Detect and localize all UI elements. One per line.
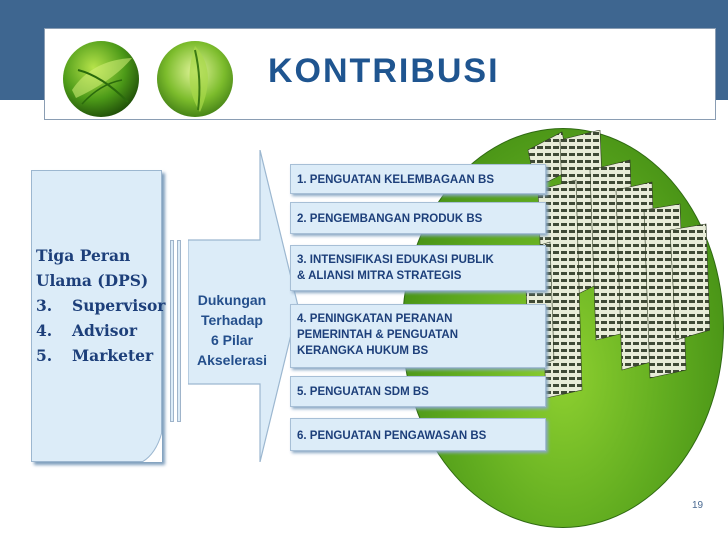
page-curl-icon xyxy=(142,432,162,462)
left-panel-line1: Tiga Peran xyxy=(36,246,131,265)
list-label: Supervisor xyxy=(72,296,166,315)
pillar-text: 2. PENGEMBANGAN PRODUK BS xyxy=(297,213,483,225)
connector-bar xyxy=(177,240,181,422)
left-panel-line2: Ulama (DPS) xyxy=(36,271,149,290)
list-label: Marketer xyxy=(72,346,154,365)
connector-bar xyxy=(170,240,174,422)
slide-number: 19 xyxy=(692,500,704,511)
left-panel-text xyxy=(36,243,165,368)
pillar-text: 5. PENGUATAN SDM BS xyxy=(297,386,429,398)
list-number: 5. xyxy=(36,346,53,365)
arrow-label-line: Dukungan xyxy=(197,292,267,308)
arrow-label-line: Terhadap xyxy=(201,312,263,328)
pillar-box-2 xyxy=(290,202,546,234)
slide-title: KONTRIBUSI xyxy=(268,52,500,90)
pillar-text: 1. PENGUATAN KELEMBAGAAN BS xyxy=(297,174,494,186)
list-item xyxy=(36,293,165,318)
list-number: 3. xyxy=(36,296,53,315)
arrow-label-line: Akselerasi xyxy=(196,352,268,368)
pillar-box-3 xyxy=(290,245,546,291)
pillar-text: 6. PENGUATAN PENGAWASAN BS xyxy=(297,430,487,442)
list-item xyxy=(36,343,165,368)
pillar-box-6 xyxy=(290,418,546,451)
stacked-buildings-icon xyxy=(520,130,710,400)
pillar-box-1 xyxy=(290,164,546,194)
pillar-box-5 xyxy=(290,376,546,407)
pillar-text: KERANGKA HUKUM BS xyxy=(297,345,429,357)
pillar-text: 4. PENINGKATAN PERANAN xyxy=(297,313,453,325)
green-leaf-circle-icon xyxy=(62,40,140,118)
green-leaf-circle-icon xyxy=(156,40,234,118)
pillar-box-4 xyxy=(290,304,546,368)
pillar-text: PEMERINTAH & PENGUATAN xyxy=(297,329,458,341)
pillar-text: & ALIANSI MITRA STRATEGIS xyxy=(297,270,462,282)
arrow-label-line: 6 Pilar xyxy=(210,332,254,348)
list-item xyxy=(36,318,165,343)
list-number: 4. xyxy=(36,321,53,340)
pillar-text: 3. INTENSIFIKASI EDUKASI PUBLIK xyxy=(297,254,494,266)
list-label: Advisor xyxy=(72,321,137,340)
arrow-label xyxy=(192,290,272,370)
